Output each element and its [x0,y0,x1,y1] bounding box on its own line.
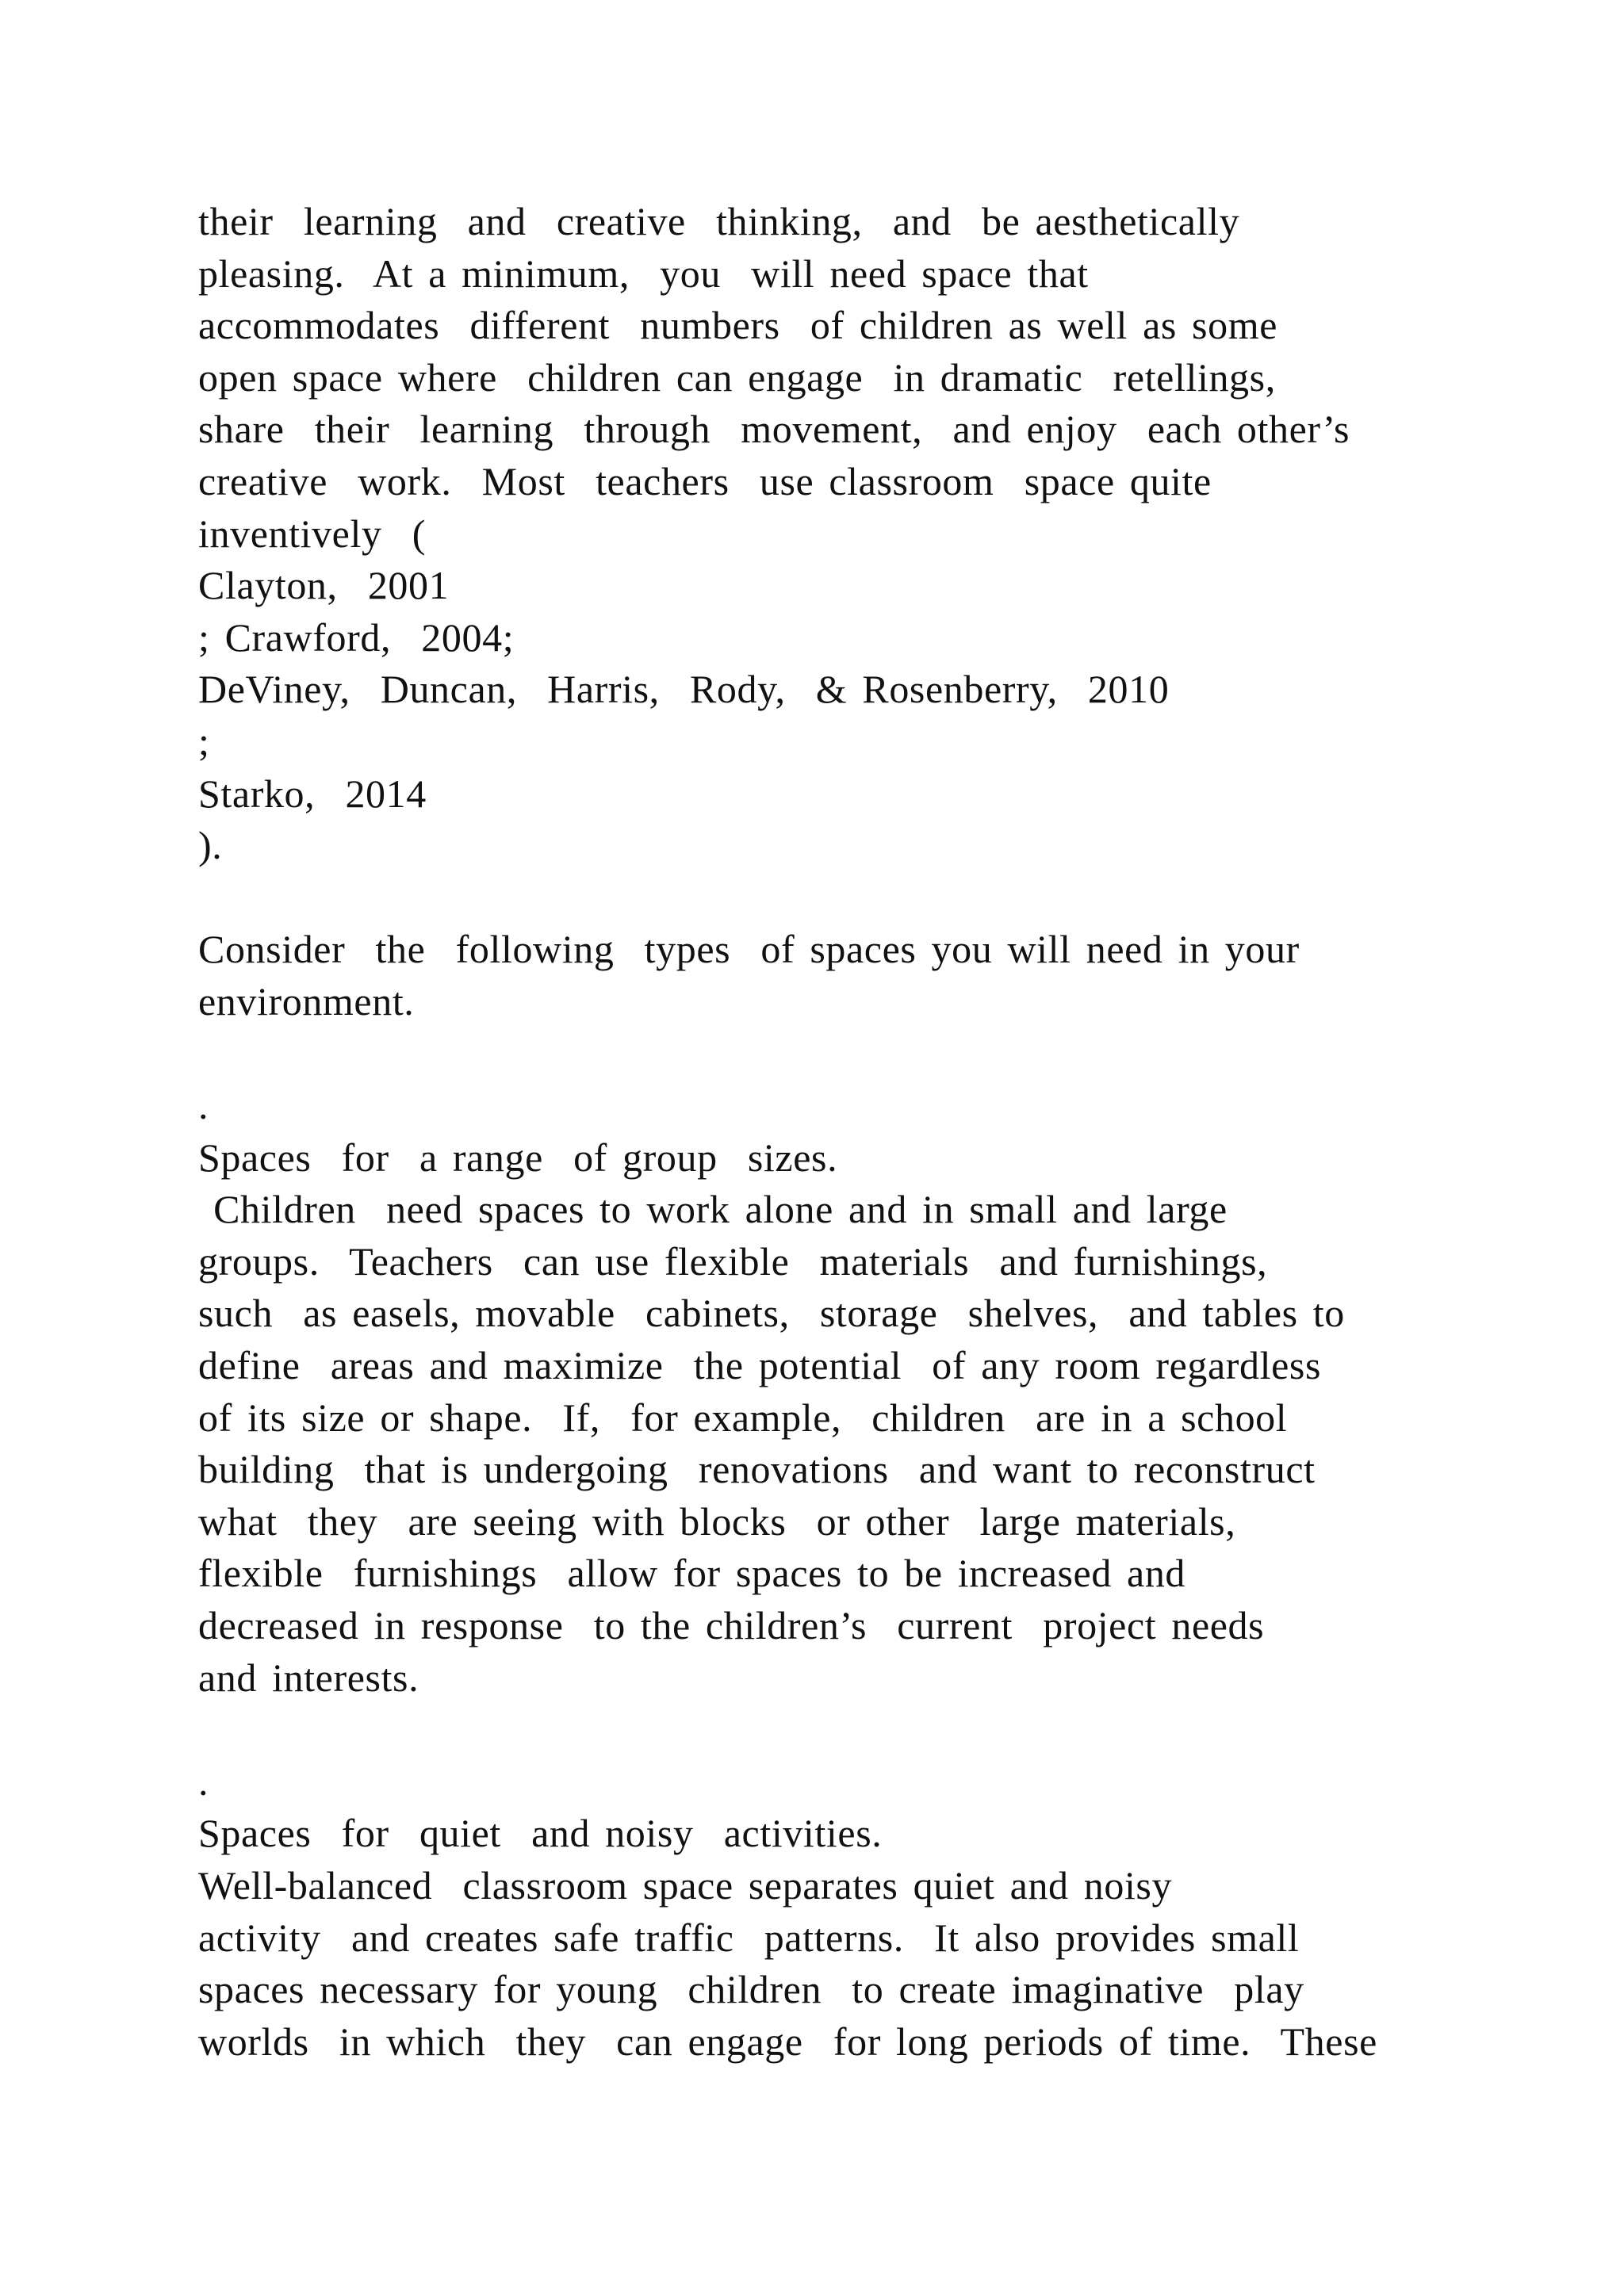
text-line: . [198,1083,209,1128]
text-line: accommodates different numbers of children as well as some [198,303,1277,348]
text-line: environment. [198,978,415,1024]
text-line: groups. Teachers can use flexible materials and furnishings, [198,1238,1268,1284]
text-line: ; [198,718,210,763]
text-line: Spaces for a range of group sizes. [198,1135,838,1180]
text-line: such as easels, movable cabinets, storage shelves, and tables to [198,1291,1345,1336]
text-line: define areas and maximize the potential of any room regardless [198,1343,1322,1388]
text-line: decreased in response to the children’s current project needs [198,1603,1265,1648]
text-line: what they are seeing with blocks or other large materials, [198,1498,1236,1544]
text-line: Clayton, 2001 [198,563,450,608]
text-line: pleasing. At a minimum, you will need space that [198,251,1089,296]
text-line: share their learning through movement, and enjoy each other’s [198,407,1350,452]
text-line: flexible furnishings allow for spaces to be increased and [198,1551,1186,1596]
text-line: open space where children can engage in dramatic retellings, [198,354,1276,400]
text-line: activity and creates safe traffic patterns. It also provides small [198,1915,1300,1960]
text-line: . [198,1758,209,1804]
text-line: DeViney, Duncan, Harris, Rody, & Rosenberry, 2010 [198,667,1170,712]
text-line: inventively ( [198,511,427,556]
text-line: Spaces for quiet and noisy activities. [198,1811,883,1856]
text-line [198,872,1507,924]
text-line [198,1704,1507,1756]
text-line: ). [198,823,223,868]
text-line: ; Crawford, 2004; [198,614,515,660]
text-line: Consider the following types of spaces you will need in your [198,927,1300,972]
text-line: Starko, 2014 [198,771,427,816]
text-line: Well-balanced classroom space separates quiet and noisy [198,1863,1173,1908]
text-line: creative work. Most teachers use classroom space quite [198,458,1212,503]
text-line: Children need spaces to work alone and in small and large [198,1187,1228,1232]
text-line: building that is undergoing renovations and want to reconstruct [198,1447,1316,1492]
text-line: of its size or shape. If, for example, children are in a school [198,1395,1288,1440]
body-text [198,196,1507,2068]
text-line: worlds in which they can engage for long periods of time. These [198,2019,1377,2064]
text-line: their learning and creative thinking, and be aesthetically [198,199,1240,243]
text-line [198,1028,1507,1081]
text-line: and interests. [198,1655,419,1700]
text-line: spaces necessary for young children to create imaginative play [198,1967,1304,2012]
